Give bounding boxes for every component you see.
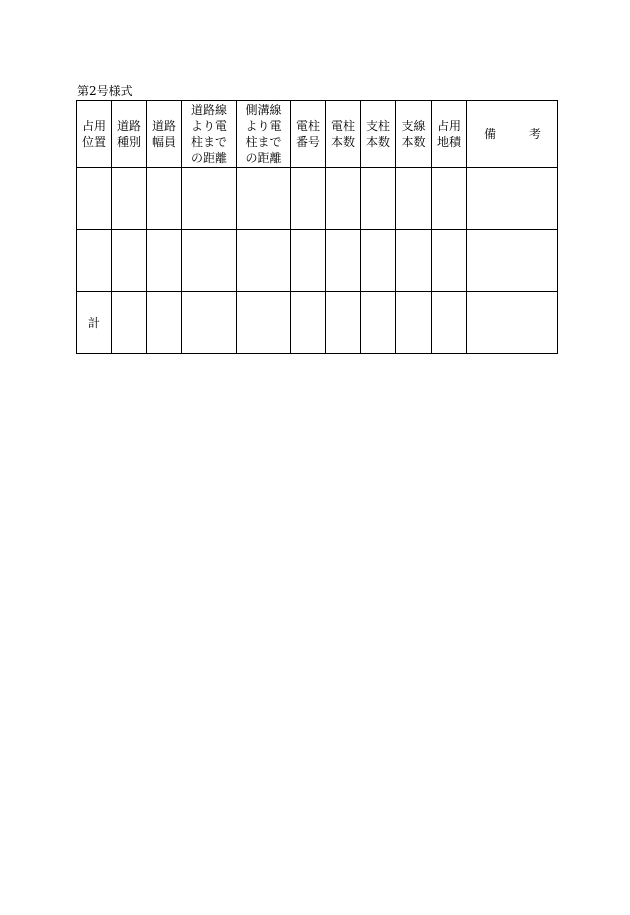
empty-cell[interactable] [396,292,432,354]
total-row [77,292,558,354]
empty-cell[interactable] [291,230,326,292]
empty-cell[interactable] [361,292,396,354]
empty-cell[interactable] [326,168,361,230]
empty-cell[interactable] [467,230,558,292]
header-occupied-area: 占用 地積 [432,101,467,168]
empty-cell[interactable] [112,230,147,292]
empty-cell[interactable] [396,230,432,292]
empty-cell[interactable] [432,168,467,230]
header-pole-number: 電柱 番号 [291,101,326,168]
empty-cell[interactable] [237,168,291,230]
empty-cell[interactable] [432,230,467,292]
table-row [77,230,558,292]
header-row [77,101,558,168]
empty-cell[interactable] [112,168,147,230]
empty-cell[interactable] [112,292,147,354]
empty-cell[interactable] [237,230,291,292]
empty-cell[interactable] [291,168,326,230]
header-pole-count: 電柱 本数 [326,101,361,168]
empty-cell[interactable] [361,168,396,230]
empty-cell[interactable] [147,230,182,292]
remarks-char-2: 考 [528,127,541,141]
empty-cell[interactable] [467,168,558,230]
header-road-width: 道路 幅員 [147,101,182,168]
header-distance-from-gutter-line: 側溝線 より電 柱まで の距離 [237,101,291,168]
empty-cell[interactable] [291,292,326,354]
empty-cell[interactable] [396,168,432,230]
empty-cell[interactable] [77,168,112,230]
remarks-char-1: 備 [484,127,497,141]
header-road-type: 道路 種別 [112,101,147,168]
table-row [77,168,558,230]
empty-cell[interactable] [361,230,396,292]
empty-cell[interactable] [326,292,361,354]
header-strut-count: 支柱 本数 [361,101,396,168]
empty-cell[interactable] [147,168,182,230]
empty-cell[interactable] [237,292,291,354]
empty-cell[interactable] [326,230,361,292]
empty-cell[interactable] [182,168,237,230]
empty-cell[interactable] [182,230,237,292]
header-guy-wire-count: 支線 本数 [396,101,432,168]
total-label: 計 [77,292,112,354]
empty-cell[interactable] [77,230,112,292]
empty-cell[interactable] [147,292,182,354]
empty-cell[interactable] [182,292,237,354]
empty-cell[interactable] [432,292,467,354]
occupancy-table [76,100,558,354]
form-number-label: 第2号様式 [77,84,133,98]
header-remarks [467,101,558,168]
header-distance-from-road-line: 道路線 より電 柱まで の距離 [182,101,237,168]
header-occupancy-location: 占用 位置 [77,101,112,168]
empty-cell[interactable] [467,292,558,354]
